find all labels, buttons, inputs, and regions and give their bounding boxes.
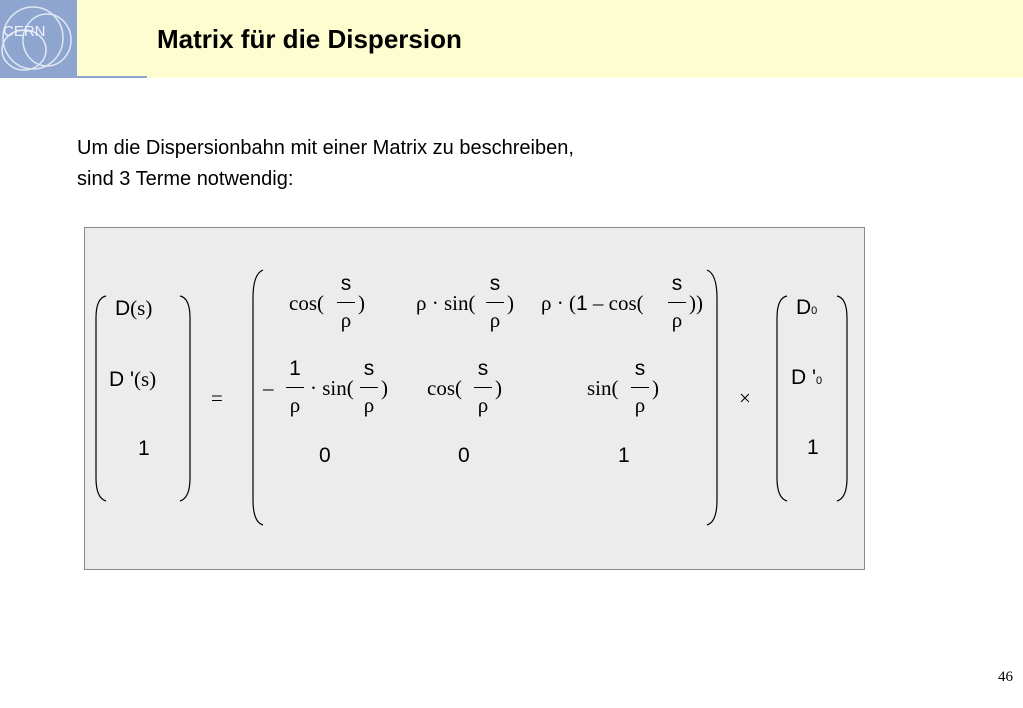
m11-close: ) bbox=[358, 291, 365, 315]
rhs-d0: D0 bbox=[796, 296, 818, 319]
lhs-d-prime-s: D '(s) bbox=[109, 367, 157, 391]
rhs-d-prime-0: D '0 bbox=[791, 366, 823, 389]
m33-one: 1 bbox=[618, 444, 630, 467]
lhs-d-s: D(s) bbox=[115, 296, 153, 320]
matrix-left-bracket bbox=[253, 270, 263, 525]
m21-close: ) bbox=[381, 376, 388, 400]
page-number: 46 bbox=[998, 669, 1013, 685]
m22-cos-open: cos( bbox=[427, 376, 462, 400]
m32-zero: 0 bbox=[458, 444, 470, 467]
intro-line-1: Um die Dispersionbahn mit einer Matrix zu beschreiben, bbox=[77, 137, 574, 159]
lhs-left-bracket bbox=[96, 296, 106, 501]
page-title: Matrix für die Dispersion bbox=[157, 24, 462, 54]
m11-cos-open: cos( bbox=[289, 291, 324, 315]
m23-close: ) bbox=[652, 376, 659, 400]
cern-logo bbox=[0, 0, 77, 78]
header-band bbox=[0, 0, 1023, 78]
logo-text: CERN bbox=[3, 23, 46, 40]
m13-expression: ρ · (1 – cos( bbox=[541, 291, 644, 315]
equation-box: D(s) D '(s) 1 = cos( s ρ ) ρ · sin( s ρ ) ρ · (1 – cos( s ρ )) – 1 ρ · sin( s ρ ) cos( s ρ ) sin( s ρ ) 0 0 1 × D0 D '0 1 bbox=[84, 227, 865, 570]
lhs-one: 1 bbox=[138, 437, 150, 460]
intro-text bbox=[77, 133, 574, 195]
m22-close: ) bbox=[495, 376, 502, 400]
times-sign: × bbox=[739, 386, 751, 410]
rhs-right-bracket bbox=[837, 296, 847, 501]
intro-line-2: sind 3 Terme notwendig: bbox=[77, 168, 294, 190]
m12-close: ) bbox=[507, 291, 514, 315]
m12-rho-sin-open: ρ · sin( bbox=[416, 291, 476, 315]
rhs-one: 1 bbox=[807, 436, 819, 459]
m31-zero: 0 bbox=[319, 444, 331, 467]
m13-close: )) bbox=[689, 291, 703, 315]
rhs-left-bracket bbox=[777, 296, 787, 501]
lhs-right-bracket bbox=[180, 296, 190, 501]
m21-minus: – bbox=[263, 376, 274, 400]
header-divider bbox=[77, 76, 147, 78]
matrix-right-bracket bbox=[707, 270, 717, 525]
equals-sign: = bbox=[211, 386, 223, 410]
m23-sin-open: sin( bbox=[587, 376, 619, 400]
m21-sin-open: · sin( bbox=[310, 376, 354, 400]
